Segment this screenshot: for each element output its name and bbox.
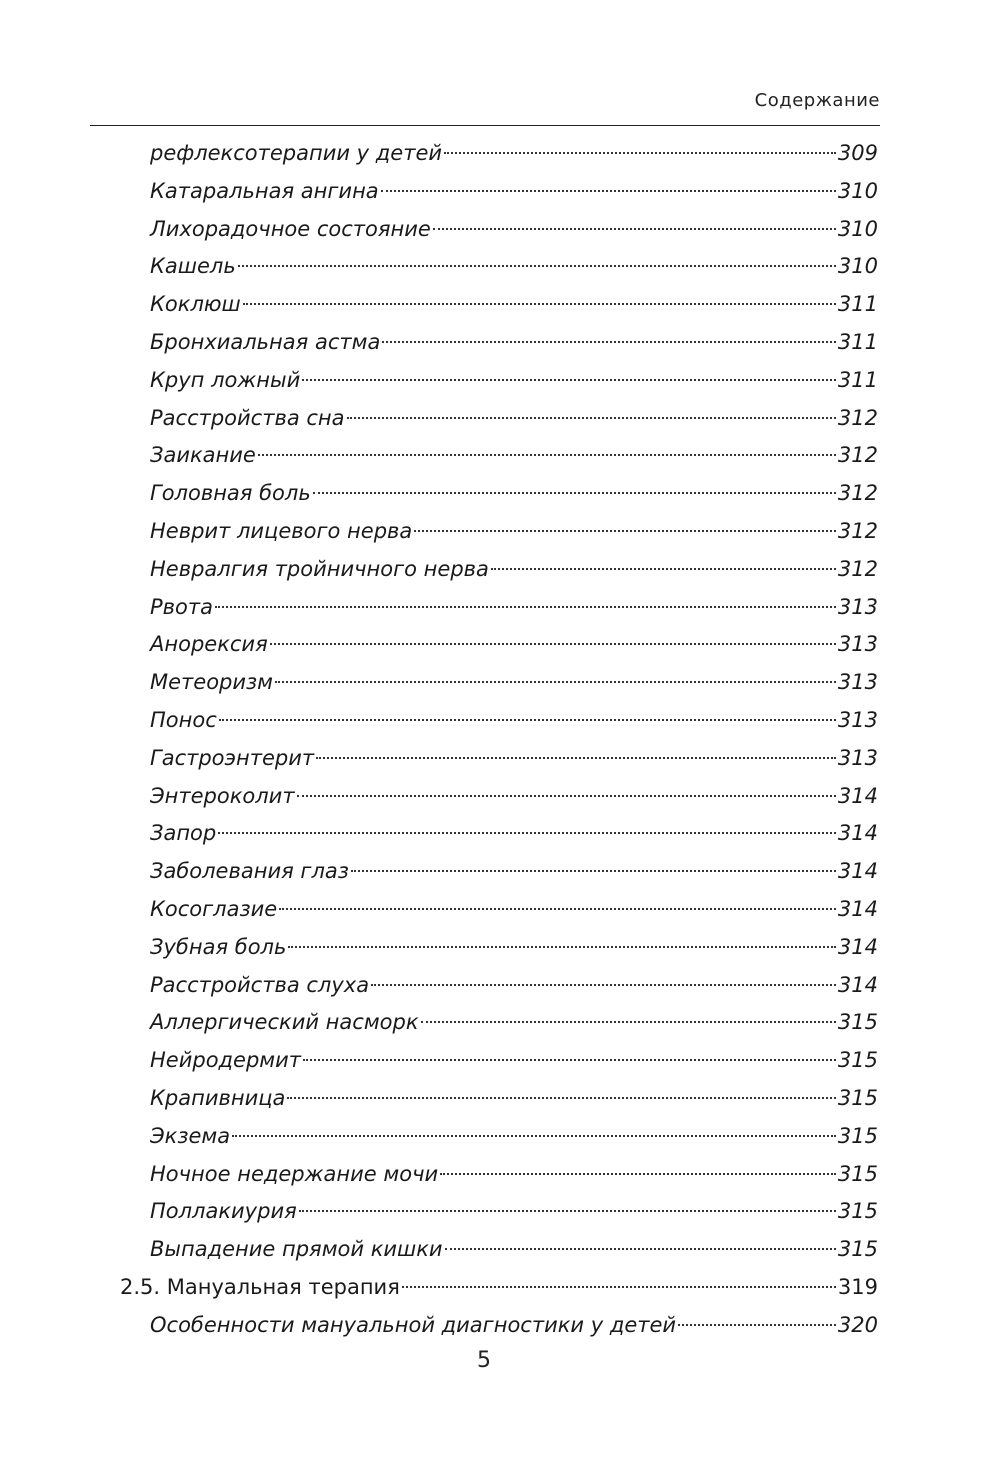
toc-entry — [150, 894, 878, 924]
toc-entry-page: 309 — [837, 141, 878, 165]
toc-entry-page: 311 — [837, 367, 878, 392]
toc-dot-leader — [402, 1286, 836, 1288]
toc-entry-title: Головная боль — [150, 481, 311, 506]
toc-entry — [150, 705, 878, 735]
toc-dot-leader — [219, 719, 836, 721]
toc-entry-title: Запор — [150, 821, 217, 846]
toc-entry-title: Анорексия — [150, 632, 268, 657]
toc-entry-page: 315 — [837, 1199, 878, 1224]
toc-dot-leader — [382, 341, 836, 343]
toc-entry — [150, 781, 878, 811]
toc-entry-title: Бронхиальная астма — [150, 330, 381, 354]
toc-entry — [150, 1121, 878, 1151]
toc-entry-title: Нейродермит — [150, 1048, 302, 1073]
toc-dot-leader — [371, 984, 836, 986]
toc-entry — [150, 1234, 878, 1264]
toc-entry-title: Кашель — [150, 254, 236, 279]
toc-entry-page: 314 — [837, 972, 878, 997]
toc-entry-title: Круп ложный — [150, 367, 301, 392]
toc-entry-title: Расстройства слуха — [150, 972, 370, 997]
toc-entry — [150, 592, 878, 622]
toc-dot-leader — [303, 1059, 836, 1061]
toc-dot-leader — [238, 265, 836, 267]
toc-entry-title: 2.5. Мануальная терапия — [120, 1275, 400, 1299]
toc-dot-leader — [414, 530, 836, 532]
toc-dot-leader — [297, 795, 836, 797]
toc-dot-leader — [299, 1210, 836, 1212]
toc-entry — [150, 138, 878, 168]
toc-entry-page: 312 — [837, 405, 878, 430]
toc-entry-title: Невралгия тройничного нерва — [150, 556, 489, 581]
toc-dot-leader — [491, 568, 836, 570]
toc-entry-page: 315 — [837, 1237, 878, 1262]
toc-entry-page: 310 — [837, 178, 878, 203]
toc-entry-page: 313 — [837, 594, 878, 619]
header-rule — [90, 125, 880, 126]
toc-entry-page: 313 — [837, 632, 878, 657]
toc-entry-page: 312 — [837, 556, 878, 581]
toc-entry-title: Коклюш — [150, 292, 241, 317]
toc-dot-leader — [232, 1135, 836, 1137]
toc-entry-title: Особенности мануальной диагностики у детей — [150, 1312, 677, 1337]
toc-entry-page: 314 — [837, 821, 878, 846]
toc-dot-leader — [433, 228, 836, 230]
toc-entry-page: 315 — [837, 1161, 878, 1186]
toc-dot-leader — [678, 1324, 836, 1326]
toc-dot-leader — [347, 417, 836, 419]
toc-dot-leader — [275, 681, 836, 683]
toc-entry-page: 310 — [837, 254, 878, 279]
toc-dot-leader — [421, 1021, 836, 1023]
toc-entry — [150, 251, 878, 281]
toc-entry — [150, 176, 878, 206]
toc-dot-leader — [287, 1097, 836, 1099]
toc-entry-title: Экзема — [150, 1123, 231, 1148]
toc-entry — [150, 1159, 878, 1189]
toc-dot-leader — [445, 1248, 836, 1250]
page-number: 5 — [477, 1348, 491, 1373]
toc-entry-page: 314 — [837, 783, 878, 808]
toc-entry-page: 314 — [837, 934, 878, 959]
toc-dot-leader — [313, 492, 836, 494]
toc-dot-leader — [270, 643, 836, 645]
toc-entry-page: 315 — [837, 1123, 878, 1148]
toc-entry-page: 319 — [837, 1275, 878, 1299]
toc-entry-title: Ночное недержание мочи — [150, 1161, 439, 1186]
toc-entry — [150, 554, 878, 584]
running-head: Содержание — [754, 90, 880, 111]
toc-entry-page: 312 — [837, 481, 878, 506]
toc-entry — [150, 214, 878, 244]
toc-entry-title: Поллакиурия — [150, 1199, 297, 1224]
toc-entry — [150, 1310, 878, 1340]
toc-dot-leader — [258, 454, 836, 456]
toc-dot-leader — [444, 152, 836, 154]
toc-entry — [150, 365, 878, 395]
toc-entry — [150, 1045, 878, 1075]
toc-entry — [150, 478, 878, 508]
toc-entry — [120, 1272, 878, 1302]
toc-entry-title: Аллергический насморк — [150, 1010, 419, 1035]
toc-entry-title: Метеоризм — [150, 670, 274, 695]
toc-entry-title: рефлексотерапии у детей — [150, 141, 443, 165]
toc-dot-leader — [316, 757, 836, 759]
toc-entry-page: 311 — [837, 292, 878, 317]
toc-dot-leader — [351, 870, 836, 872]
toc-dot-leader — [215, 606, 836, 608]
toc-dot-leader — [243, 303, 836, 305]
toc-entry-title: Заикание — [150, 443, 256, 468]
toc-entry-title: Косоглазие — [150, 897, 278, 921]
toc-entry-title: Гастроэнтерит — [150, 745, 315, 770]
toc-entry — [150, 440, 878, 470]
toc-entry — [150, 289, 878, 319]
toc-entry — [150, 743, 878, 773]
toc-dot-leader — [440, 1173, 836, 1175]
toc-entry — [150, 1083, 878, 1113]
toc-dot-leader — [279, 908, 836, 910]
toc-entry-page: 315 — [837, 1048, 878, 1073]
toc-entry-title: Выпадение прямой кишки — [150, 1237, 443, 1262]
toc-entry-page: 314 — [837, 859, 878, 884]
toc-entry-page: 311 — [837, 330, 878, 354]
toc-entry-title: Рвота — [150, 594, 213, 619]
toc-entry-title: Неврит лицевого нерва — [150, 519, 413, 543]
toc-entry — [150, 629, 878, 659]
toc-entry — [150, 932, 878, 962]
toc-entry-title: Лихорадочное состояние — [150, 216, 431, 241]
toc-entry — [150, 327, 878, 357]
toc-entry — [150, 403, 878, 433]
toc-entry-page: 313 — [837, 670, 878, 695]
toc-entry-page: 313 — [837, 708, 878, 732]
toc-dot-leader — [381, 190, 836, 192]
toc-entry — [150, 1007, 878, 1037]
toc-entry-title: Понос — [150, 708, 217, 732]
toc-entry-page: 312 — [837, 443, 878, 468]
toc-entry-title: Катаральная ангина — [150, 178, 379, 203]
toc-entry-page: 315 — [837, 1086, 878, 1110]
toc-entry-page: 310 — [837, 216, 878, 241]
toc-entry-page: 313 — [837, 745, 878, 770]
toc-dot-leader — [302, 379, 836, 381]
toc-entry-page: 315 — [837, 1010, 878, 1035]
toc-entry-page: 320 — [837, 1312, 878, 1337]
toc-entry-title: Расстройства сна — [150, 405, 345, 430]
toc-entry — [150, 970, 878, 1000]
toc-entry — [150, 1196, 878, 1226]
toc-entry — [150, 516, 878, 546]
toc-entry-title: Заболевания глаз — [150, 859, 349, 884]
toc-dot-leader — [288, 946, 836, 948]
toc-entry-page: 312 — [837, 519, 878, 543]
toc-entry — [150, 818, 878, 848]
toc-entry-page: 314 — [837, 897, 878, 921]
toc-dot-leader — [218, 832, 836, 834]
toc-entry — [150, 667, 878, 697]
toc-entry — [150, 856, 878, 886]
toc-entry-title: Зубная боль — [150, 934, 287, 959]
toc-entry-title: Энтероколит — [150, 783, 295, 808]
toc-entry-title: Крапивница — [150, 1086, 286, 1110]
